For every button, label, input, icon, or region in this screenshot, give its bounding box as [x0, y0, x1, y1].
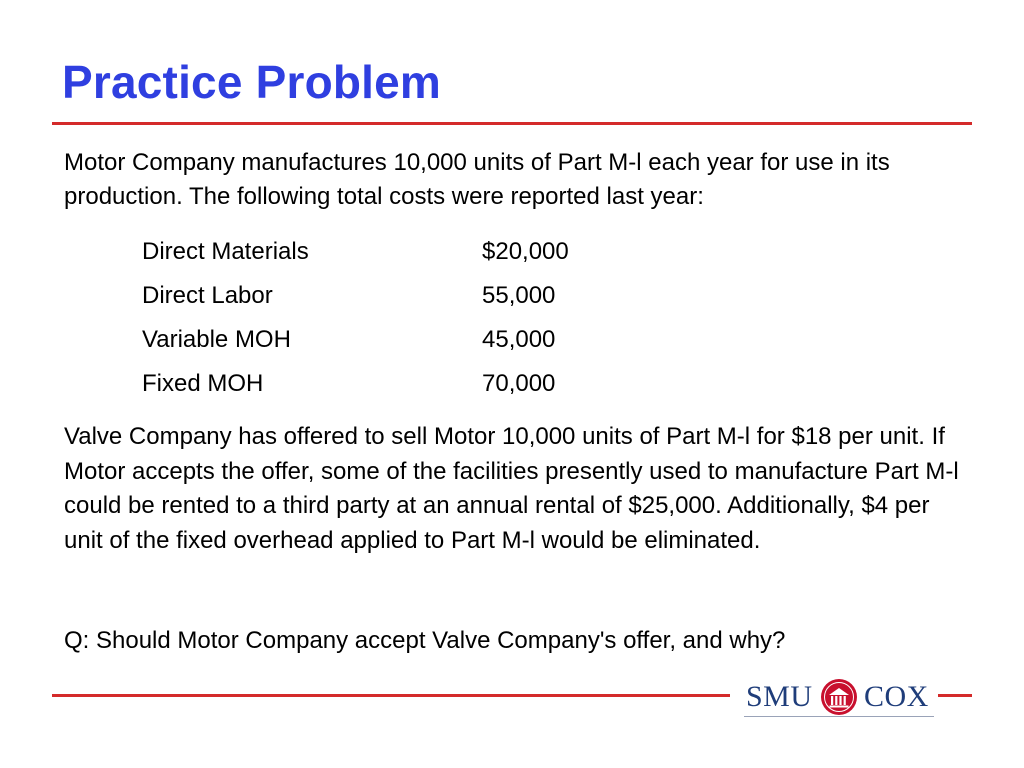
cost-label: Direct Labor [142, 282, 273, 309]
page-title: Practice Problem [62, 56, 442, 108]
smu-cox-logo [744, 674, 934, 718]
logo-smu-text: SMU [746, 680, 813, 713]
cost-label: Variable MOH [142, 326, 291, 353]
logo-cox-text: COX [864, 680, 929, 713]
footer-divider-left [52, 694, 730, 697]
intro-paragraph: Motor Company manufactures 10,000 units of Part M-l each year for use in its production. The following total costs were reported last year: [64, 149, 890, 210]
cost-label: Direct Materials [142, 238, 309, 265]
cost-amount: 45,000 [482, 326, 556, 353]
cost-amount: 70,000 [482, 370, 556, 397]
question-text: Q: Should Motor Company accept Valve Company's offer, and why? [64, 627, 786, 654]
offer-paragraph: Valve Company has offered to sell Motor 10,000 units of Part M-l for $18 per unit. If Motor accepts the offer, some of the facilities presently used to manufacture Part M-l could be rented to a third party at an annual rental of $25,000. Additionally, $4 per unit of the fixed overhead applied to Part M-l would be eliminated. [64, 423, 959, 554]
cost-label: Fixed MOH [142, 370, 264, 397]
cost-amount: 55,000 [482, 282, 556, 309]
smu-seal-icon [820, 678, 858, 716]
logo-underline [744, 716, 934, 717]
footer-divider-right [938, 694, 972, 697]
cost-amount: $20,000 [482, 238, 569, 265]
title-divider [52, 122, 972, 125]
